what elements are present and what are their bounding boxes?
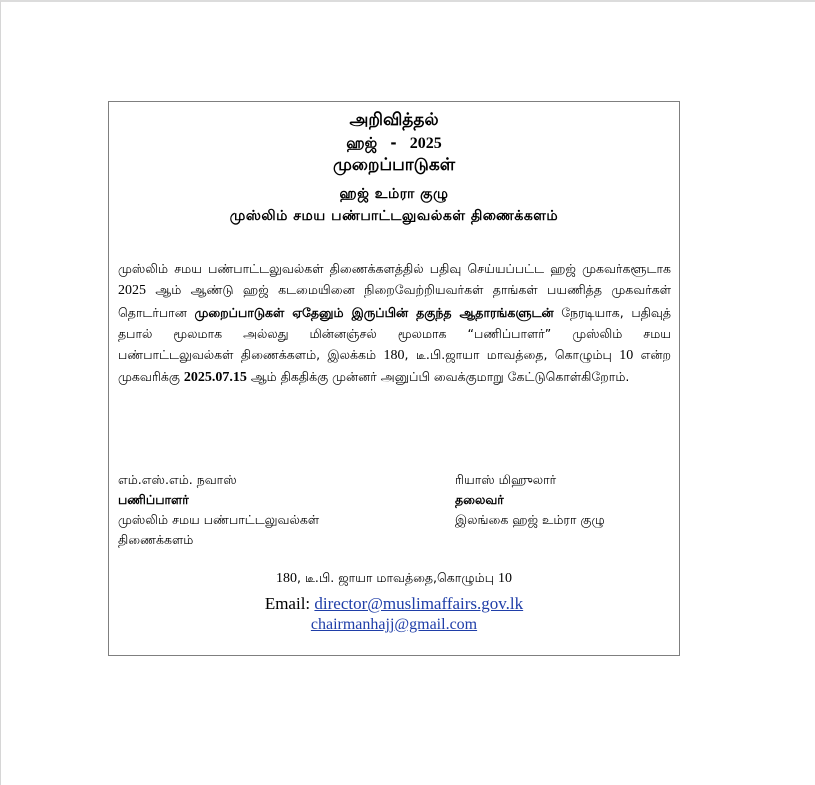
body-text-part-3: நேரடியாக, பதிவுத் தபால் மூலமாக அல்லது மின்னஞ்சல் மூலமாக “பணிப்பாளர்” முஸ்லிம் சமய பண்பாட்டலுவல்கள் திணைக்களம், இலக்கம் [118, 304, 671, 363]
address-city-number: 10 [497, 571, 512, 586]
notice-title: அறிவித்தல் [349, 110, 439, 130]
contact-address [109, 570, 679, 587]
signatory-left [118, 470, 388, 550]
signatory-right [455, 470, 675, 530]
committee-name: ஹஜ் உம்ரா குழு [339, 186, 449, 202]
body-address-number: 180 [383, 348, 405, 364]
body-text-part-4: , டீ.பி.ஜாயா மாவத்தை, கொழும்பு [404, 347, 620, 363]
notice-body [118, 258, 671, 389]
notice-box [108, 101, 680, 656]
signatory-right-org: இலங்கை ஹஜ் உம்ரா குழு [455, 512, 605, 527]
hajj-year: 2025 [409, 135, 442, 152]
address-text: , டீ.பி. ஜாயா மாவத்தை,கொழும்பு [297, 570, 498, 585]
email-line-secondary [109, 616, 679, 634]
hajj-label: ஹஜ் [346, 134, 378, 152]
body-text-part-6: ஆம் திகதிக்கு முன்னர் அனுப்பி வைக்குமாறு கேட்டுகொள்கிறோம். [246, 369, 630, 385]
department-name: முஸ்லிம் சமய பண்பாட்டலுவல்கள் திணைக்களம் [229, 208, 559, 224]
body-city-number: 10 [619, 348, 634, 364]
body-year: 2025 [118, 283, 146, 299]
hajj-year-heading [109, 134, 679, 154]
signatory-left-org: முஸ்லிம் சமய பண்பாட்டலுவல்கள் திணைக்களம் [118, 512, 320, 547]
body-deadline: 2025.07.15 [183, 370, 247, 386]
email-link-director[interactable]: director@muslimaffairs.gov.lk [314, 594, 524, 613]
hajj-separator: - [390, 134, 397, 152]
complaints-heading: முறைப்பாடுகள் [332, 155, 456, 175]
body-text-part-1: முஸ்லிம் சமய பண்பாட்டலுவல்கள் திணைக்களத்தில் பதிவு செய்யப்பட்ட ஹஜ் முகவர்களூடாக [118, 261, 671, 276]
body-text-part-2: ஆம் ஆண்டு ஹஜ் கடமையினை நிறைவேற்றியவர்கள் தாங்கள் பயணித்த முகவர்கள் தொடர்பான [118, 282, 671, 320]
signatory-left-name: எம்.எஸ்.எம். நவாஸ் [118, 472, 237, 487]
body-bold-phrase: முறைப்பாடுகள் ஏதேனும் இருப்பின் தகுந்த ஆதாரங்களுடன் [194, 304, 554, 320]
email-link-chairman[interactable]: chairmanhajj@gmail.com [310, 616, 478, 633]
email-line-primary [109, 594, 679, 614]
signatory-right-role: தலைவர் [455, 492, 504, 507]
email-label: Email: [264, 594, 311, 613]
signatory-left-role: பணிப்பாளர் [118, 492, 189, 507]
address-number: 180 [276, 571, 297, 586]
body-text-part-5: என்ற முகவரிக்கு [118, 347, 672, 385]
signatory-right-name: ரியாஸ் மிஹுலார் [455, 472, 557, 487]
